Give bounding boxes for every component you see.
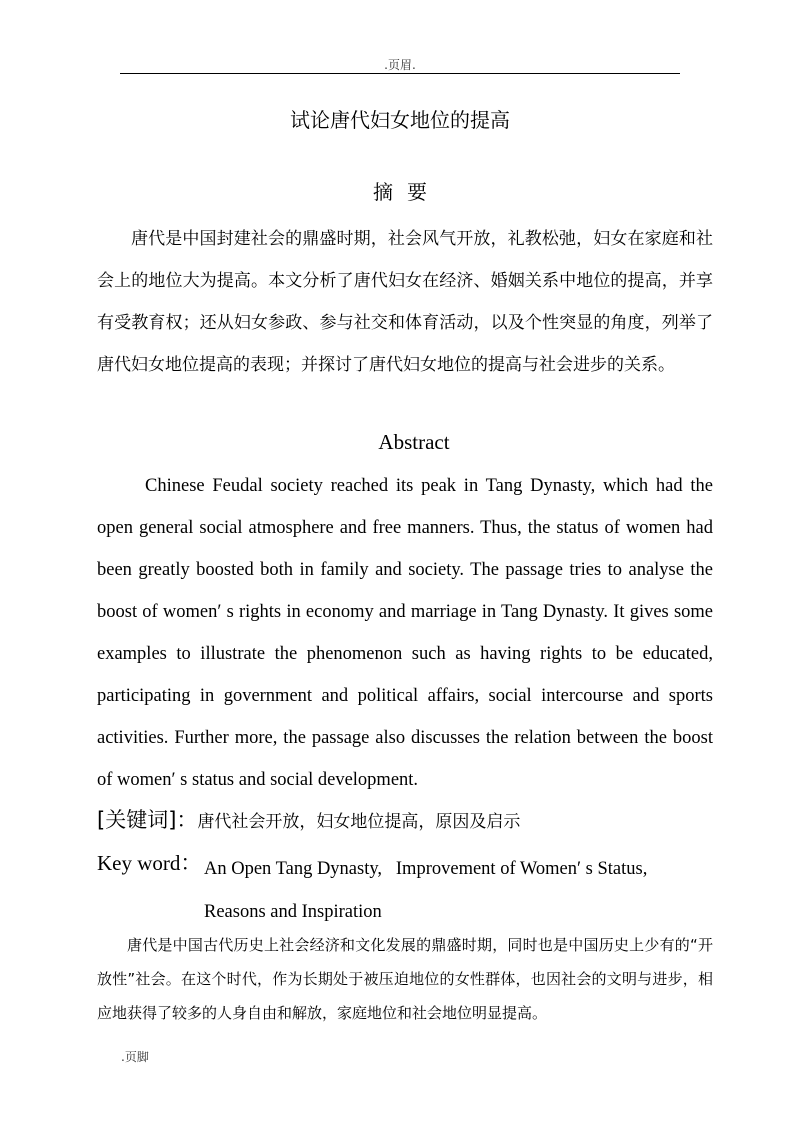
header-divider (120, 73, 680, 74)
keywords-cn (97, 804, 737, 838)
body-paragraph: 唐代是中国古代历史上社会经济和文化发展的鼎盛时期，同时也是中国历史上少有的“开放性”社会。在这个时代，作为长期处于被压迫地位的女性群体，也因社会的文明与进步，相应地获得了较多的人身自由和解放，家庭地位和社会地位明显提高。 (97, 936, 713, 1022)
keywords-cn-label: [关键词]： (97, 808, 198, 832)
page-footer: .页脚 (121, 1050, 149, 1064)
keywords-en-label: Key word： (97, 851, 202, 875)
keywords-en-line1: An Open Tang Dynasty, Improvement of Women′ s Status, (204, 859, 648, 879)
abstract-en-heading: Abstract (378, 430, 450, 454)
abstract-cn-text: 唐代是中国封建社会的鼎盛时期，社会风气开放，礼教松弛，妇女在家庭和社会上的地位大为提高。本文分析了唐代妇女在经济、婚姻关系中地位的提高，并享有受教育权；还从妇女参政、参与社交和体育活动，以及个性突显的角度，列举了唐代妇女地位提高的表现；并探讨了唐代妇女地位的提高与社会进步的关系。 (97, 229, 713, 375)
keywords-en-line2: Reasons and Inspiration (204, 902, 382, 922)
abstract-cn-heading: 摘要 (373, 180, 441, 204)
abstract-en-text: Chinese Feudal society reached its peak in Tang Dynasty, which had the open general social atmosphere and free manners. Thus, the status of women had been greatly boosted both in family and society. The passage tries to analyse the boost of women′ s rights in economy and marriage in Tang Dynasty. It gives some examples to illustrate the phenomenon such as having rights to be educated, participating in government and political affairs, social intercourse and sports activities. Further more, the passage also discusses the relation between the boost of women′ s status and social development. (97, 476, 713, 790)
keywords-cn-value: 唐代社会开放，妇女地位提高，原因及启示 (197, 812, 521, 832)
page-header: .页眉. (384, 58, 416, 72)
keywords-en-values (204, 848, 724, 934)
paper-title: 试论唐代妇女地位的提高 (290, 108, 510, 132)
